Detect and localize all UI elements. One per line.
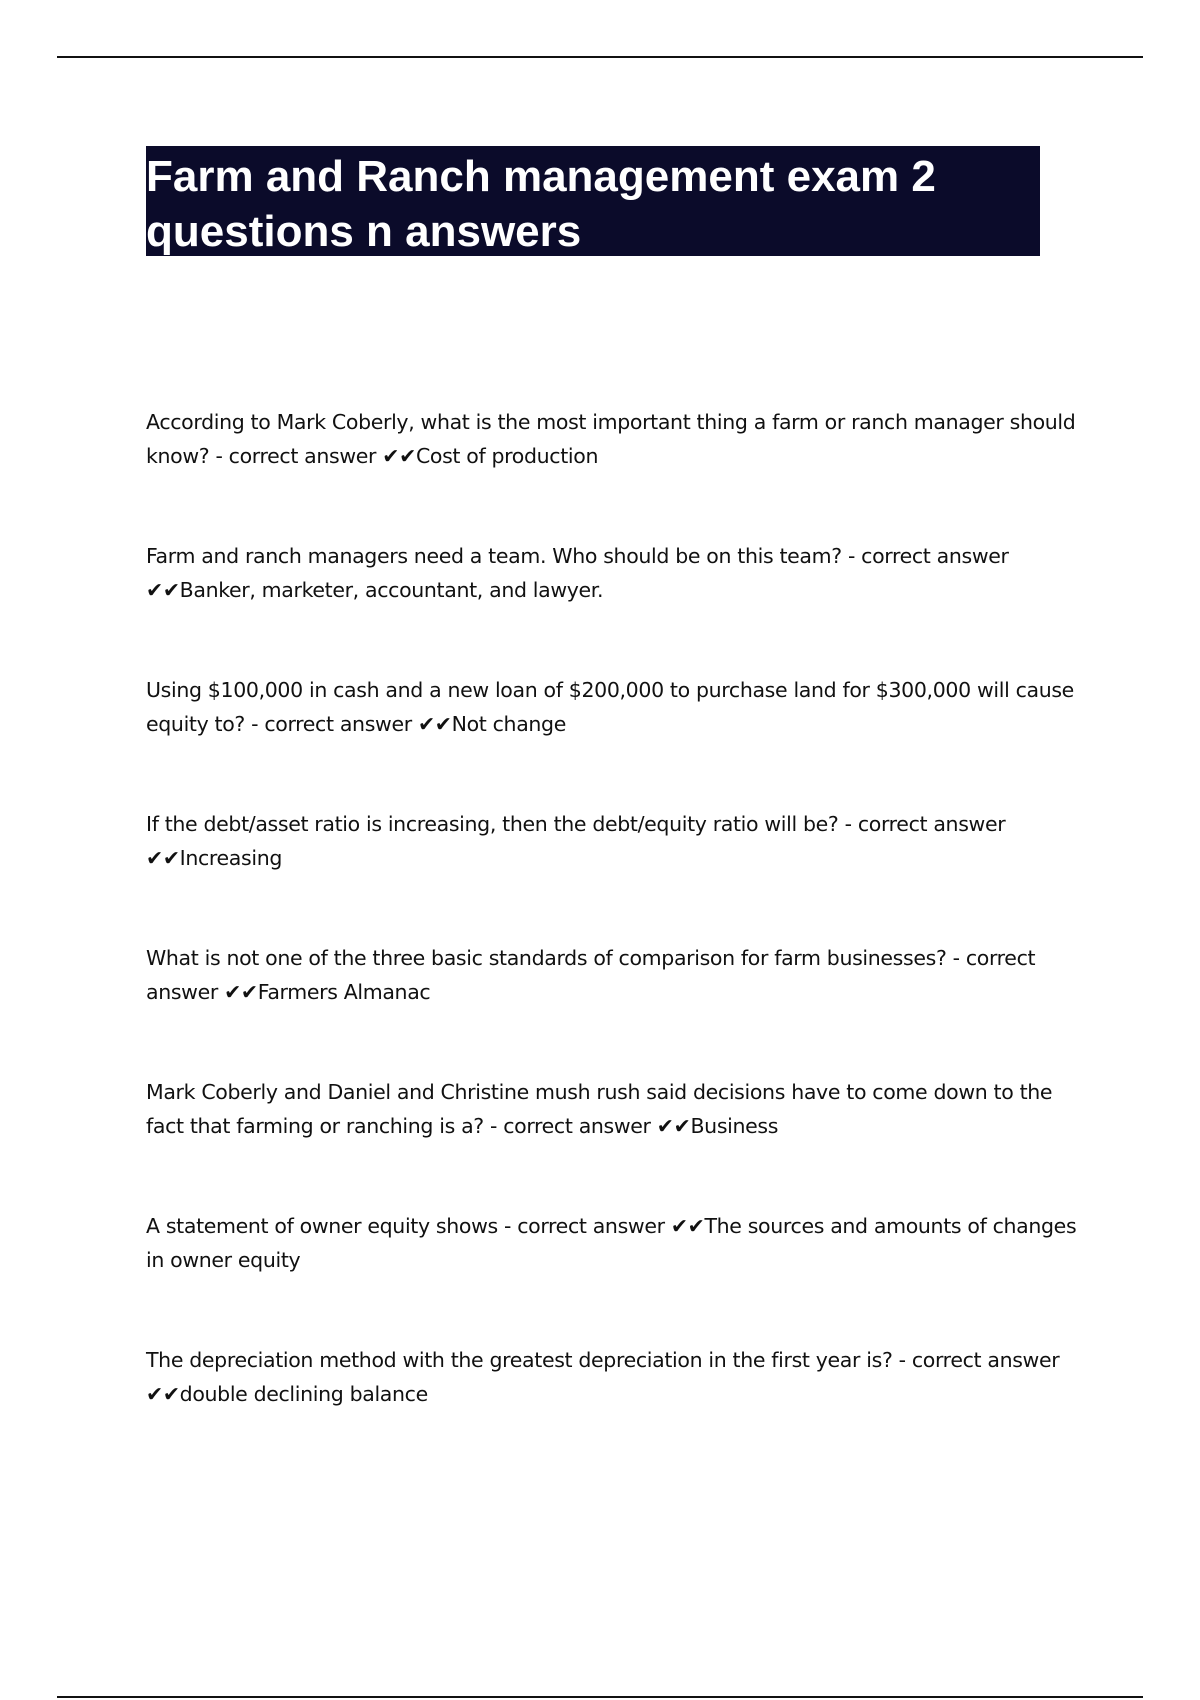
question-answer-item [146,406,1086,540]
question-answer-text: Using $100,000 in cash and a new loan of $200,000 to purchase land for $300,000 will cause equity to? - correct answer ✔✔Not change [146,678,1074,736]
top-rule [57,56,1143,58]
question-answer-list [146,406,1086,1478]
question-answer-text: If the debt/asset ratio is increasing, then the debt/equity ratio will be? - correct answer ✔✔Increasing [146,812,1006,870]
question-answer-item [146,1210,1086,1344]
question-answer-text: According to Mark Coberly, what is the most important thing a farm or ranch manager should know? - correct answer ✔✔Cost of production [146,410,1076,468]
question-answer-text: What is not one of the three basic standards of comparison for farm businesses? - correct answer ✔✔Farmers Almanac [146,946,1036,1004]
question-answer-text: A statement of owner equity shows - correct answer ✔✔The sources and amounts of changes in owner equity [146,1214,1077,1272]
question-answer-text: Farm and ranch managers need a team. Who should be on this team? - correct answer ✔✔Banker, marketer, accountant, and lawyer. [146,544,1009,602]
question-answer-item [146,674,1086,808]
question-answer-item [146,1076,1086,1210]
bottom-rule [57,1696,1143,1698]
question-answer-item [146,1344,1086,1478]
question-answer-text: Mark Coberly and Daniel and Christine mush rush said decisions have to come down to the fact that farming or ranching is a? - correct answer ✔✔Business [146,1080,1053,1138]
document-title: Farm and Ranch management exam 2 questions n answers [146,152,936,256]
question-answer-item [146,540,1086,674]
question-answer-item [146,942,1086,1076]
question-answer-item [146,808,1086,942]
title-banner [146,146,1040,256]
question-answer-text: The depreciation method with the greatest depreciation in the first year is? - correct answer ✔✔double declining balance [146,1348,1060,1406]
